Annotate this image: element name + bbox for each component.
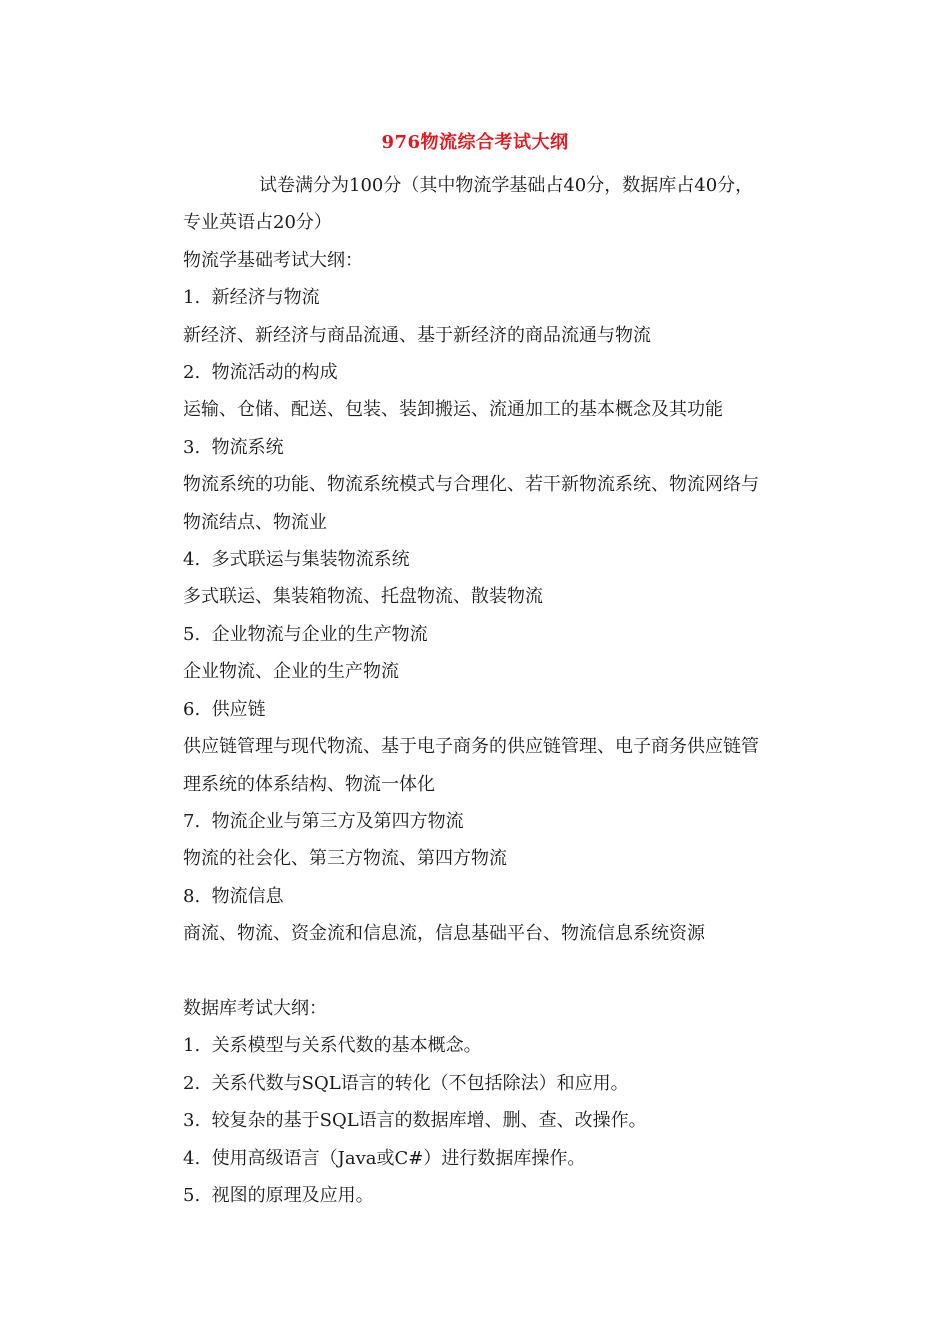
logistics-section-body: 多式联运、集装箱物流、托盘物流、散装物流 xyxy=(183,586,543,608)
score-intro: 试卷满分为100分（其中物流学基础占40分，数据库占40分，专业英语占20分） xyxy=(183,175,754,234)
logistics-section-title xyxy=(183,541,763,578)
item-number: 1. xyxy=(183,1035,201,1057)
database-heading: 数据库考试大纲： xyxy=(183,997,327,1019)
section-title-text: 新经济与物流 xyxy=(211,287,320,309)
item-text: 关系代数与SQL语言的转化（不包括除法）和应用。 xyxy=(211,1072,629,1094)
logistics-heading: 物流学基础考试大纲： xyxy=(183,249,363,271)
logistics-section-body: 物流系统的功能、物流系统模式与合理化、若干新物流系统、物流网络与物流结点、物流业 xyxy=(183,474,759,533)
logistics-section-body: 运输、仓储、配送、包装、装卸搬运、流通加工的基本概念及其功能 xyxy=(183,399,723,421)
logistics-section-body: 供应链管理与现代物流、基于电子商务的供应链管理、电子商务供应链管理系统的体系结构、物流一体化 xyxy=(183,736,759,795)
section-number: 5. xyxy=(183,623,201,645)
logistics-section-title xyxy=(183,616,763,653)
section-number: 1. xyxy=(183,287,201,309)
section-number: 8. xyxy=(183,885,201,907)
document-body xyxy=(183,167,763,1214)
section-number: 3. xyxy=(183,436,201,458)
logistics-section-body: 物流的社会化、第三方物流、第四方物流 xyxy=(183,848,507,870)
logistics-section-body: 新经济、新经济与商品流通、基于新经济的商品流通与物流 xyxy=(183,324,651,346)
item-text: 视图的原理及应用。 xyxy=(211,1184,374,1206)
section-title-text: 多式联运与集装物流系统 xyxy=(211,549,410,571)
database-item xyxy=(183,1065,763,1102)
section-number: 6. xyxy=(183,698,201,720)
logistics-section-title xyxy=(183,691,763,728)
section-number: 4. xyxy=(183,549,201,571)
item-number: 5. xyxy=(183,1184,201,1206)
database-item xyxy=(183,1140,763,1177)
section-title-text: 供应链 xyxy=(211,698,266,720)
item-text: 使用高级语言（Java或C#）进行数据库操作。 xyxy=(211,1147,586,1169)
section-number: 7. xyxy=(183,810,201,832)
database-item xyxy=(183,1177,763,1214)
item-number: 4. xyxy=(183,1147,201,1169)
logistics-section-title xyxy=(183,878,763,915)
item-text: 关系模型与关系代数的基本概念。 xyxy=(211,1035,482,1057)
section-number: 2. xyxy=(183,362,201,384)
logistics-section-title xyxy=(183,279,763,316)
section-title-text: 物流系统 xyxy=(211,436,284,458)
section-title-text: 企业物流与企业的生产物流 xyxy=(211,623,428,645)
logistics-section-body: 企业物流、企业的生产物流 xyxy=(183,661,399,683)
section-title-text: 物流活动的构成 xyxy=(211,362,338,384)
database-item xyxy=(183,1027,763,1064)
logistics-section-title xyxy=(183,803,763,840)
logistics-section-title xyxy=(183,354,763,391)
logistics-section-body: 商流、物流、资金流和信息流，信息基础平台、物流信息系统资源 xyxy=(183,923,705,945)
section-title-text: 物流信息 xyxy=(211,885,284,907)
paragraph-spacer xyxy=(183,953,763,990)
item-number: 3. xyxy=(183,1110,201,1132)
section-title-text: 物流企业与第三方及第四方物流 xyxy=(211,810,464,832)
item-text: 较复杂的基于SQL语言的数据库增、删、查、改操作。 xyxy=(211,1110,647,1132)
item-number: 2. xyxy=(183,1072,201,1094)
logistics-section-title xyxy=(183,429,763,466)
database-item xyxy=(183,1102,763,1139)
document-title: 976物流综合考试大纲 xyxy=(381,132,569,153)
